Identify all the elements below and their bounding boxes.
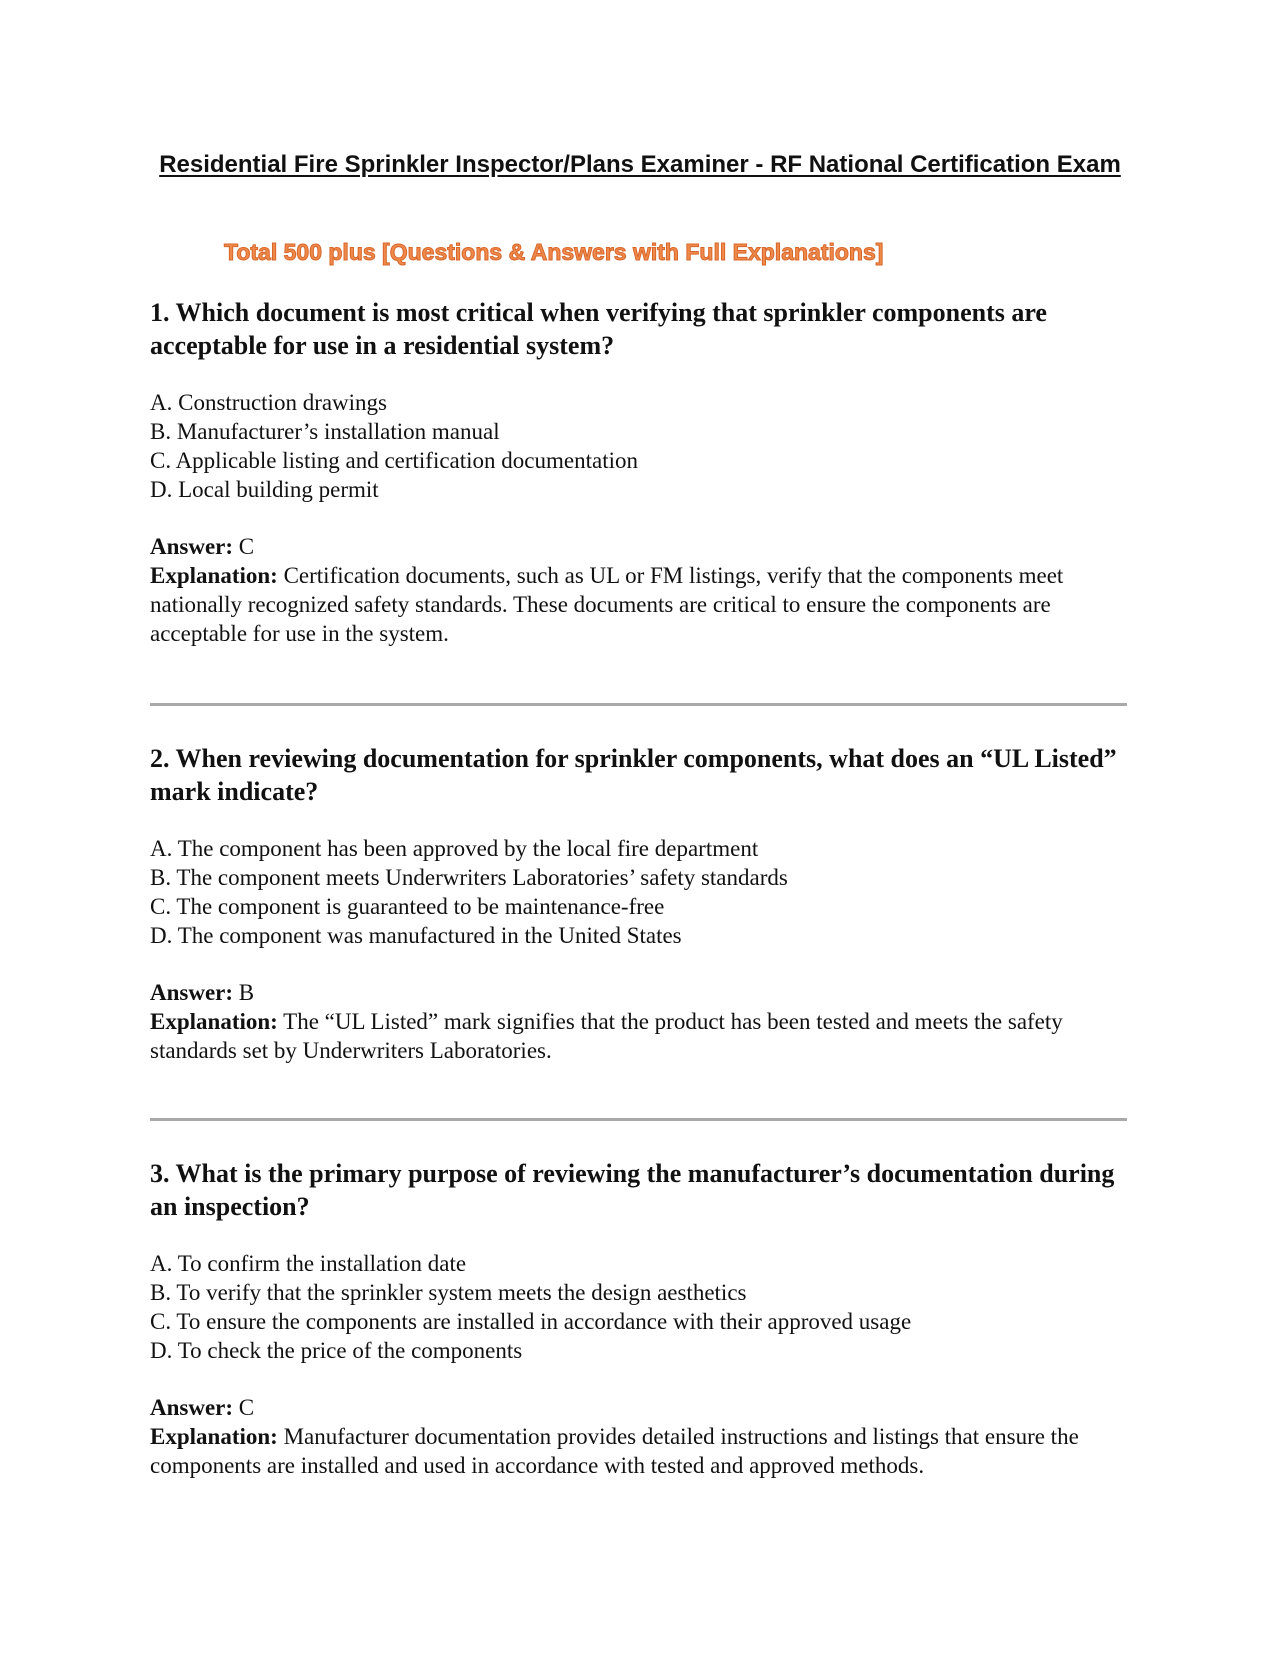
question-text: 1. Which document is most critical when verifying that sprinkler components are acceptable for use in a residential system? <box>150 298 1047 360</box>
options-list <box>150 834 1130 950</box>
option-c: C. To ensure the components are installed in accordance with their approved usage <box>150 1309 912 1334</box>
answer-line <box>150 532 1130 561</box>
explanation-text: The “UL Listed” mark signifies that the product has been tested and meets the safety standards set by Underwriters Laboratories. <box>150 1009 1063 1063</box>
option-c: C. The component is guaranteed to be maintenance-free <box>150 894 665 919</box>
explanation-text: Certification documents, such as UL or FM listings, verify that the components meet nationally recognized safety standards. These documents are critical to ensure the components are acceptable for use in the system. <box>150 563 1064 646</box>
option-d: D. Local building permit <box>150 477 379 502</box>
answer-value: C <box>238 534 255 559</box>
explanation-paragraph <box>150 1422 1130 1480</box>
question-2 <box>150 742 1130 1065</box>
answer-value: C <box>238 1395 255 1420</box>
answer-label: Answer: <box>150 980 234 1005</box>
explanation-label: Explanation: <box>150 1009 278 1034</box>
document-title: Residential Fire Sprinkler Inspector/Plans Examiner - RF National Certification Exam <box>159 151 1121 178</box>
option-a: A. The component has been approved by the local fire department <box>150 836 759 861</box>
option-a: A. Construction drawings <box>150 390 388 415</box>
answer-label: Answer: <box>150 1395 234 1420</box>
options-list <box>150 1249 1130 1365</box>
answer-line <box>150 978 1130 1007</box>
explanation-text: Manufacturer documentation provides detailed instructions and listings that ensure the components are installed and used in accordance with tested and approved methods. <box>150 1424 1079 1478</box>
explanation-paragraph <box>150 561 1130 648</box>
question-text: 3. What is the primary purpose of reviewing the manufacturer’s documentation during an inspection? <box>150 1159 1115 1221</box>
document-subtitle: Total 500 plus [Questions & Answers with Full Explanations] <box>224 239 884 265</box>
answer-value: B <box>238 980 255 1005</box>
option-b: B. Manufacturer’s installation manual <box>150 419 500 444</box>
options-list <box>150 388 1130 504</box>
question-3 <box>150 1157 1130 1480</box>
option-b: B. To verify that the sprinkler system meets the design aesthetics <box>150 1280 747 1305</box>
answer-line <box>150 1393 1130 1422</box>
option-b: B. The component meets Underwriters Laboratories’ safety standards <box>150 865 788 890</box>
option-a: A. To confirm the installation date <box>150 1251 467 1276</box>
explanation-label: Explanation: <box>150 563 278 588</box>
option-c: C. Applicable listing and certification documentation <box>150 448 638 473</box>
question-text: 2. When reviewing documentation for sprinkler components, what does an “UL Listed” mark indicate? <box>150 744 1117 806</box>
option-d: D. The component was manufactured in the United States <box>150 923 682 948</box>
explanation-label: Explanation: <box>150 1424 278 1449</box>
section-divider <box>150 703 1127 706</box>
option-d: D. To check the price of the components <box>150 1338 523 1363</box>
question-1 <box>150 296 1130 648</box>
explanation-paragraph <box>150 1007 1130 1065</box>
section-divider <box>150 1118 1127 1121</box>
answer-label: Answer: <box>150 534 234 559</box>
